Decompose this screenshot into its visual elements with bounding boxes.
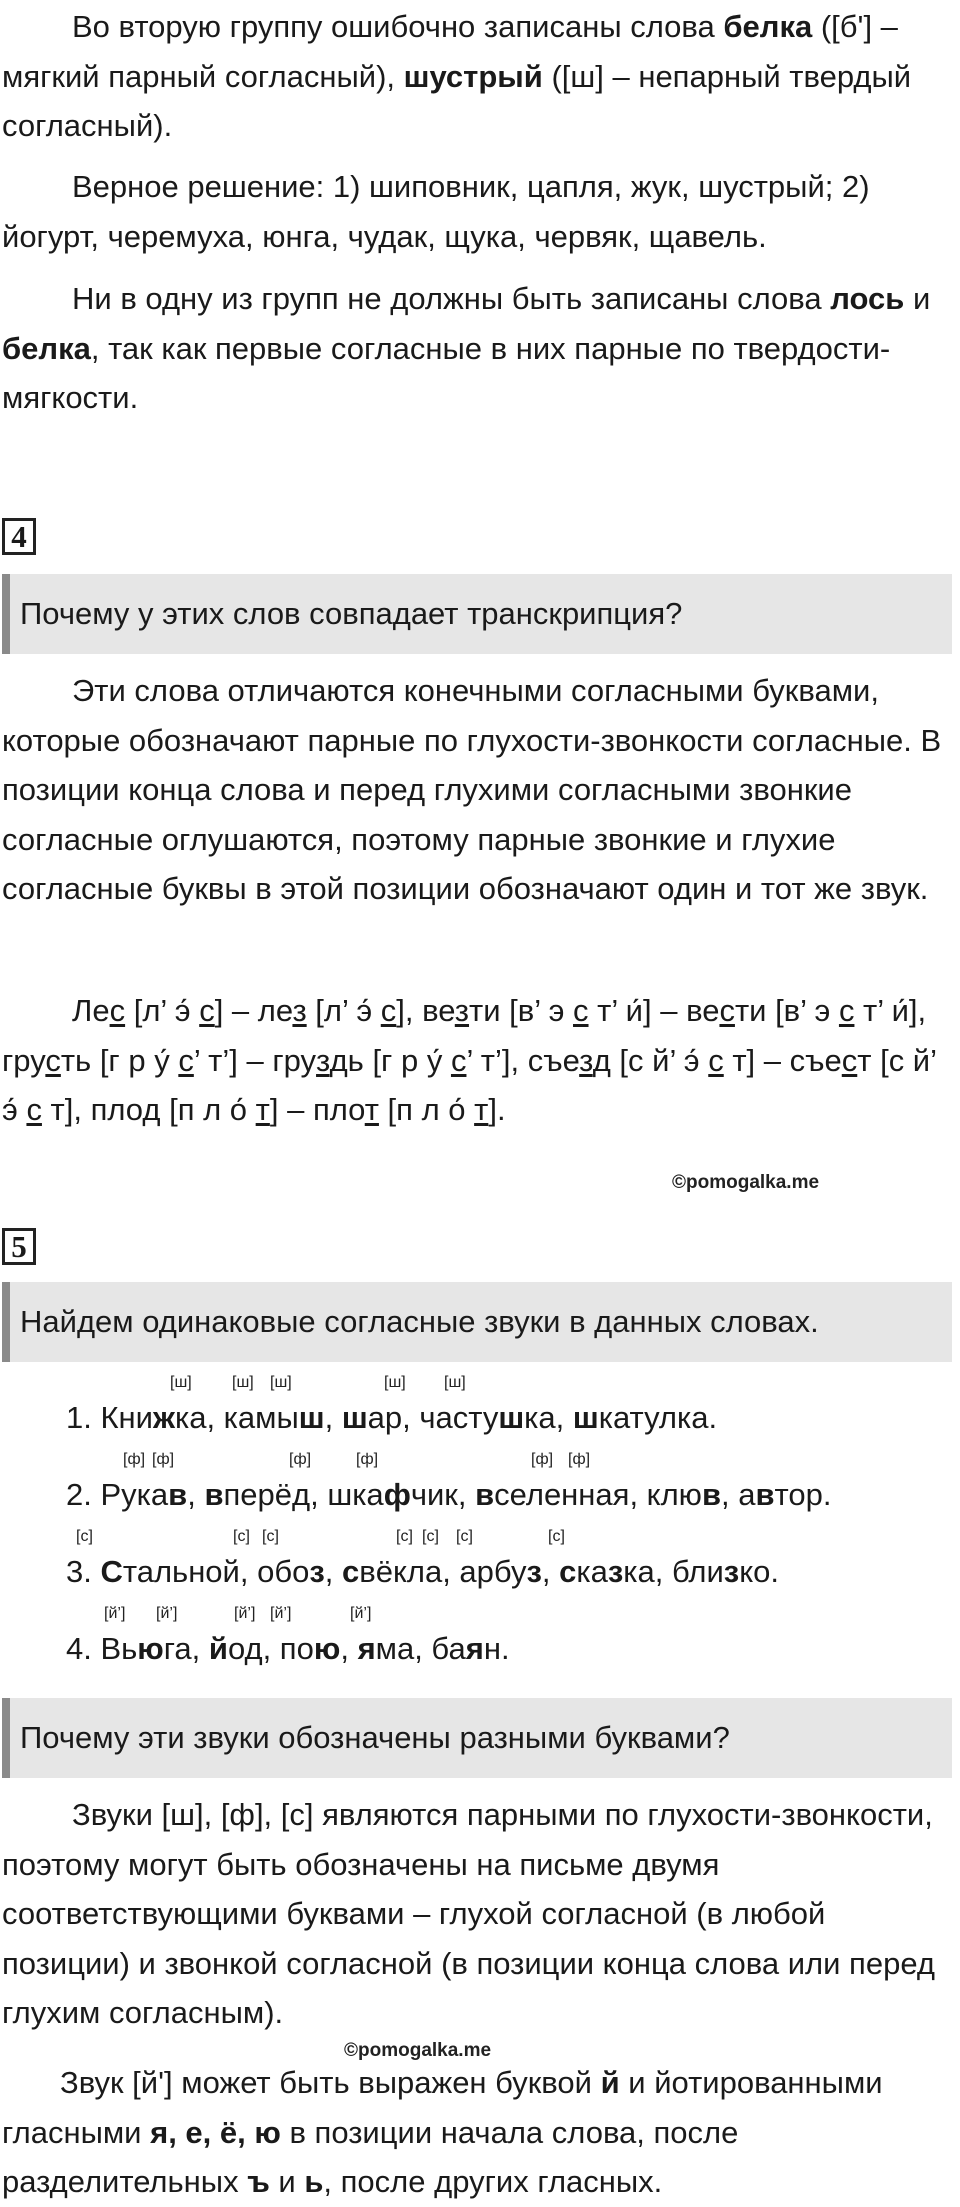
word-list — [66, 1398, 717, 1438]
highlighted-letter: з — [309, 1554, 325, 1589]
sound-tag: [с] — [262, 1528, 279, 1545]
highlighted-letter: я — [465, 1631, 484, 1666]
example-text: ’ т’] – гру — [193, 1042, 317, 1078]
word-text: ка, бли — [623, 1554, 724, 1589]
watermark: ©pomogalka.me — [344, 2040, 492, 2061]
example-text: ти [в’ э — [734, 993, 839, 1028]
example-text: [п л о́ — [378, 1092, 475, 1127]
sound-tag: [й’] — [234, 1605, 256, 1622]
underlined-letter: с — [719, 993, 735, 1028]
sound-tags — [66, 1528, 960, 1552]
word-text: , — [541, 1554, 560, 1589]
section-number-4: 4 — [2, 518, 36, 555]
underlined-letter: с — [45, 1042, 61, 1078]
paragraph-correct-solution: Верное решение: 1) шиповник, цапля, жук, шустрый; 2) йогурт, черемуха, юнга, чудак, щука, червяк, щавель. — [2, 169, 870, 254]
word-text: га, — [163, 1631, 209, 1666]
word-text: од, по — [227, 1631, 314, 1666]
highlighted-letter: ю — [313, 1631, 341, 1666]
word-text: ар, часту — [367, 1400, 499, 1435]
word-text: перёд, шка — [223, 1477, 384, 1512]
sound-tag: [с] — [76, 1528, 93, 1545]
highlighted-letter: ш — [298, 1400, 325, 1435]
highlighted-letter: з — [607, 1554, 624, 1589]
bold-letter: ь — [304, 2164, 324, 2199]
highlighted-letter: я — [357, 1631, 376, 1666]
sound-tag: [ф] — [152, 1451, 175, 1468]
underlined-letter: с — [708, 1042, 724, 1078]
bold-word: лось — [830, 281, 905, 316]
word-text: чик, — [410, 1477, 476, 1512]
answer-paragraph-4: Эти слова отличаются конечными согласными буквами, которые обозначают парные по глухости-звонкости согласные. В позиции конца слова и перед глухими согласными звонкие согласные оглушаются, поэтому парные звонкие и глухие согласные буквы в этой позиции обозначают один и тот же звук. — [2, 673, 942, 906]
word-text: н. — [483, 1631, 510, 1666]
underlined-letter: с — [178, 1042, 194, 1078]
highlighted-letter: в — [755, 1477, 775, 1512]
sound-tag: [ф] — [568, 1451, 591, 1468]
word-list — [66, 1629, 510, 1669]
sound-tag: [ф] — [531, 1451, 554, 1468]
word-text: , — [324, 1554, 342, 1589]
bold-letters: я, е, ё, ю — [150, 2114, 281, 2150]
word-text: 2. Рука — [66, 1477, 169, 1512]
word-text: вёкла, арбу — [359, 1554, 527, 1589]
example-text: [л’ э́ — [125, 993, 200, 1028]
bold-letter: й — [600, 2065, 620, 2100]
sound-tag: [с] — [233, 1528, 250, 1545]
paragraph-exclusion: Ни в одну из групп не должны быть записаны слова лось и белка, так как первые согласные в них парные по твердости-мягкости. — [2, 281, 931, 415]
sound-tag: [с] — [422, 1528, 439, 1545]
word-text: ка, — [524, 1400, 573, 1435]
highlighted-letter: ш — [572, 1400, 599, 1435]
underlined-letter: т — [474, 1092, 489, 1127]
example-text: Ле — [72, 993, 110, 1028]
sound-tag: [ш] — [444, 1374, 466, 1391]
question-bar-5b: Почему эти звуки обозначены разными буквами? — [2, 1698, 952, 1778]
underlined-letter: с — [450, 1042, 467, 1078]
sound-tag: [ш] — [170, 1374, 192, 1391]
highlighted-letter: с — [559, 1554, 577, 1589]
underlined-letter: с — [26, 1092, 42, 1127]
word-text: ма, ба — [375, 1631, 466, 1666]
underlined-letter: с — [573, 993, 589, 1028]
example-text: ти [в’ э — [469, 993, 574, 1028]
sound-tag: [й’] — [270, 1605, 292, 1622]
word-text: катулка. — [598, 1400, 718, 1435]
sound-tag: [й’] — [156, 1605, 178, 1622]
sound-tags — [66, 1374, 960, 1398]
word-text: 4. Вь — [66, 1631, 138, 1666]
highlighted-letter: с — [342, 1554, 360, 1589]
word-text: 3. — [66, 1554, 101, 1589]
example-text: [п л о́ — [160, 1092, 256, 1127]
transcription-examples — [2, 986, 957, 1135]
highlighted-letter: ф — [383, 1477, 411, 1512]
highlighted-letter: в — [475, 1477, 495, 1512]
watermark: ©pomogalka.me — [672, 1172, 820, 1193]
question-bar-4: Почему у этих слов совпадает транскрипция? — [2, 574, 952, 654]
word-text: тор. — [774, 1477, 832, 1512]
underlined-letter: с — [109, 993, 126, 1028]
word-text: тальной, обо — [122, 1554, 310, 1589]
highlighted-letter: в — [168, 1477, 188, 1512]
example-text: ] – ле — [214, 993, 293, 1028]
highlighted-letter: з — [723, 1554, 740, 1589]
underlined-letter: т — [364, 1092, 379, 1127]
answer-paragraph-5b: Звук [й'] может быть выражен буквой й и йотированными гласными я, е, ё, ю в позиции начала слова, после разделительных ъ и ь, после других гласных. — [2, 2065, 883, 2199]
answer-paragraph-5: Звуки [ш], [ф], [с] являются парными по глухости-звонкости, поэтому могут быть обозначены на письме двумя соответствующими буквами – глухой согласной (в любой позиции) и звонкой согласной (в позиции конца слова или перед глухим согласным). — [2, 1797, 935, 2030]
example-text: ], ве — [396, 993, 455, 1028]
sound-tag: [с] — [396, 1528, 413, 1545]
underlined-letter: с — [838, 993, 855, 1028]
sound-tag: [с] — [456, 1528, 473, 1545]
example-text: ] – пло — [269, 1092, 365, 1127]
highlighted-letter: ш — [498, 1400, 525, 1435]
highlighted-letter: й — [208, 1631, 228, 1666]
word-text: ка — [576, 1554, 608, 1589]
sound-tags — [66, 1605, 960, 1629]
underlined-letter: з — [454, 993, 470, 1028]
word-text: , — [324, 1400, 342, 1435]
sound-tag: [ш] — [232, 1374, 254, 1391]
example-text: [л’ э́ — [306, 993, 381, 1028]
example-text: ]. — [488, 1092, 506, 1127]
bold-word: белка — [2, 330, 91, 366]
underlined-letter: с — [199, 993, 215, 1028]
sound-tag: [й’] — [104, 1605, 126, 1622]
word-list — [66, 1475, 831, 1515]
word-text: 1. Кни — [66, 1400, 153, 1435]
question-bar-5: Найдем одинаковые согласные звуки в данных словах. — [2, 1282, 952, 1362]
sound-tag: [ф] — [123, 1451, 146, 1468]
example-text: т’ и́], гру — [2, 993, 927, 1078]
sound-tag: [ф] — [289, 1451, 312, 1468]
example-text: т], пло — [41, 1092, 143, 1127]
word-list — [66, 1552, 779, 1592]
word-text: ко. — [739, 1554, 779, 1589]
example-text: ть [г р у́ — [60, 1042, 179, 1078]
underlined-letter: с — [380, 993, 397, 1028]
example-text: т] – съе — [723, 1042, 842, 1078]
highlighted-letter: з — [526, 1554, 542, 1589]
underlined-letter: с — [841, 1042, 858, 1078]
example-text: ’ т’], съе — [466, 1042, 580, 1078]
bold-word: шустрый — [403, 58, 543, 94]
word-text: ка, камы — [174, 1400, 299, 1435]
example-text: дь [г р у́ — [329, 1042, 451, 1078]
example-text: т [с й’ э́ — [2, 1042, 936, 1127]
sound-tag: [й’] — [350, 1605, 372, 1622]
underlined-letter: з — [316, 1042, 330, 1078]
underlined-letter: з — [292, 993, 307, 1028]
section-number-5: 5 — [2, 1228, 36, 1265]
sound-tag: [ф] — [356, 1451, 379, 1468]
underlined-letter: т — [255, 1092, 270, 1127]
highlighted-letter: ю — [137, 1631, 164, 1666]
highlighted-letter: в — [204, 1477, 224, 1512]
sound-tag: [с] — [548, 1528, 565, 1545]
bold-word: белка — [723, 9, 813, 44]
sound-tag: [ш] — [384, 1374, 406, 1391]
example-text: д [с й’ э́ — [592, 1042, 709, 1078]
word-text: , — [340, 1631, 358, 1666]
underlined-letter: з — [579, 1042, 593, 1078]
word-text: , а — [721, 1477, 756, 1512]
sound-tag: [ш] — [270, 1374, 292, 1391]
underlined-letter: д — [142, 1092, 161, 1127]
highlighted-letter: ж — [152, 1400, 175, 1435]
paragraph-group-error: Во вторую группу ошибочно записаны слова белка ([б'] – мягкий парный согласный), шустрый ([ш] – непарный твердый согласный). — [2, 9, 912, 143]
bold-letter: ъ — [247, 2164, 270, 2199]
sound-tags — [66, 1451, 960, 1475]
word-text: , — [187, 1477, 205, 1512]
highlighted-letter: С — [100, 1554, 123, 1589]
example-text: т’ и́] – ве — [588, 993, 720, 1028]
word-text: селенная, клю — [494, 1477, 702, 1512]
highlighted-letter: в — [701, 1477, 721, 1512]
highlighted-letter: ш — [341, 1400, 368, 1435]
